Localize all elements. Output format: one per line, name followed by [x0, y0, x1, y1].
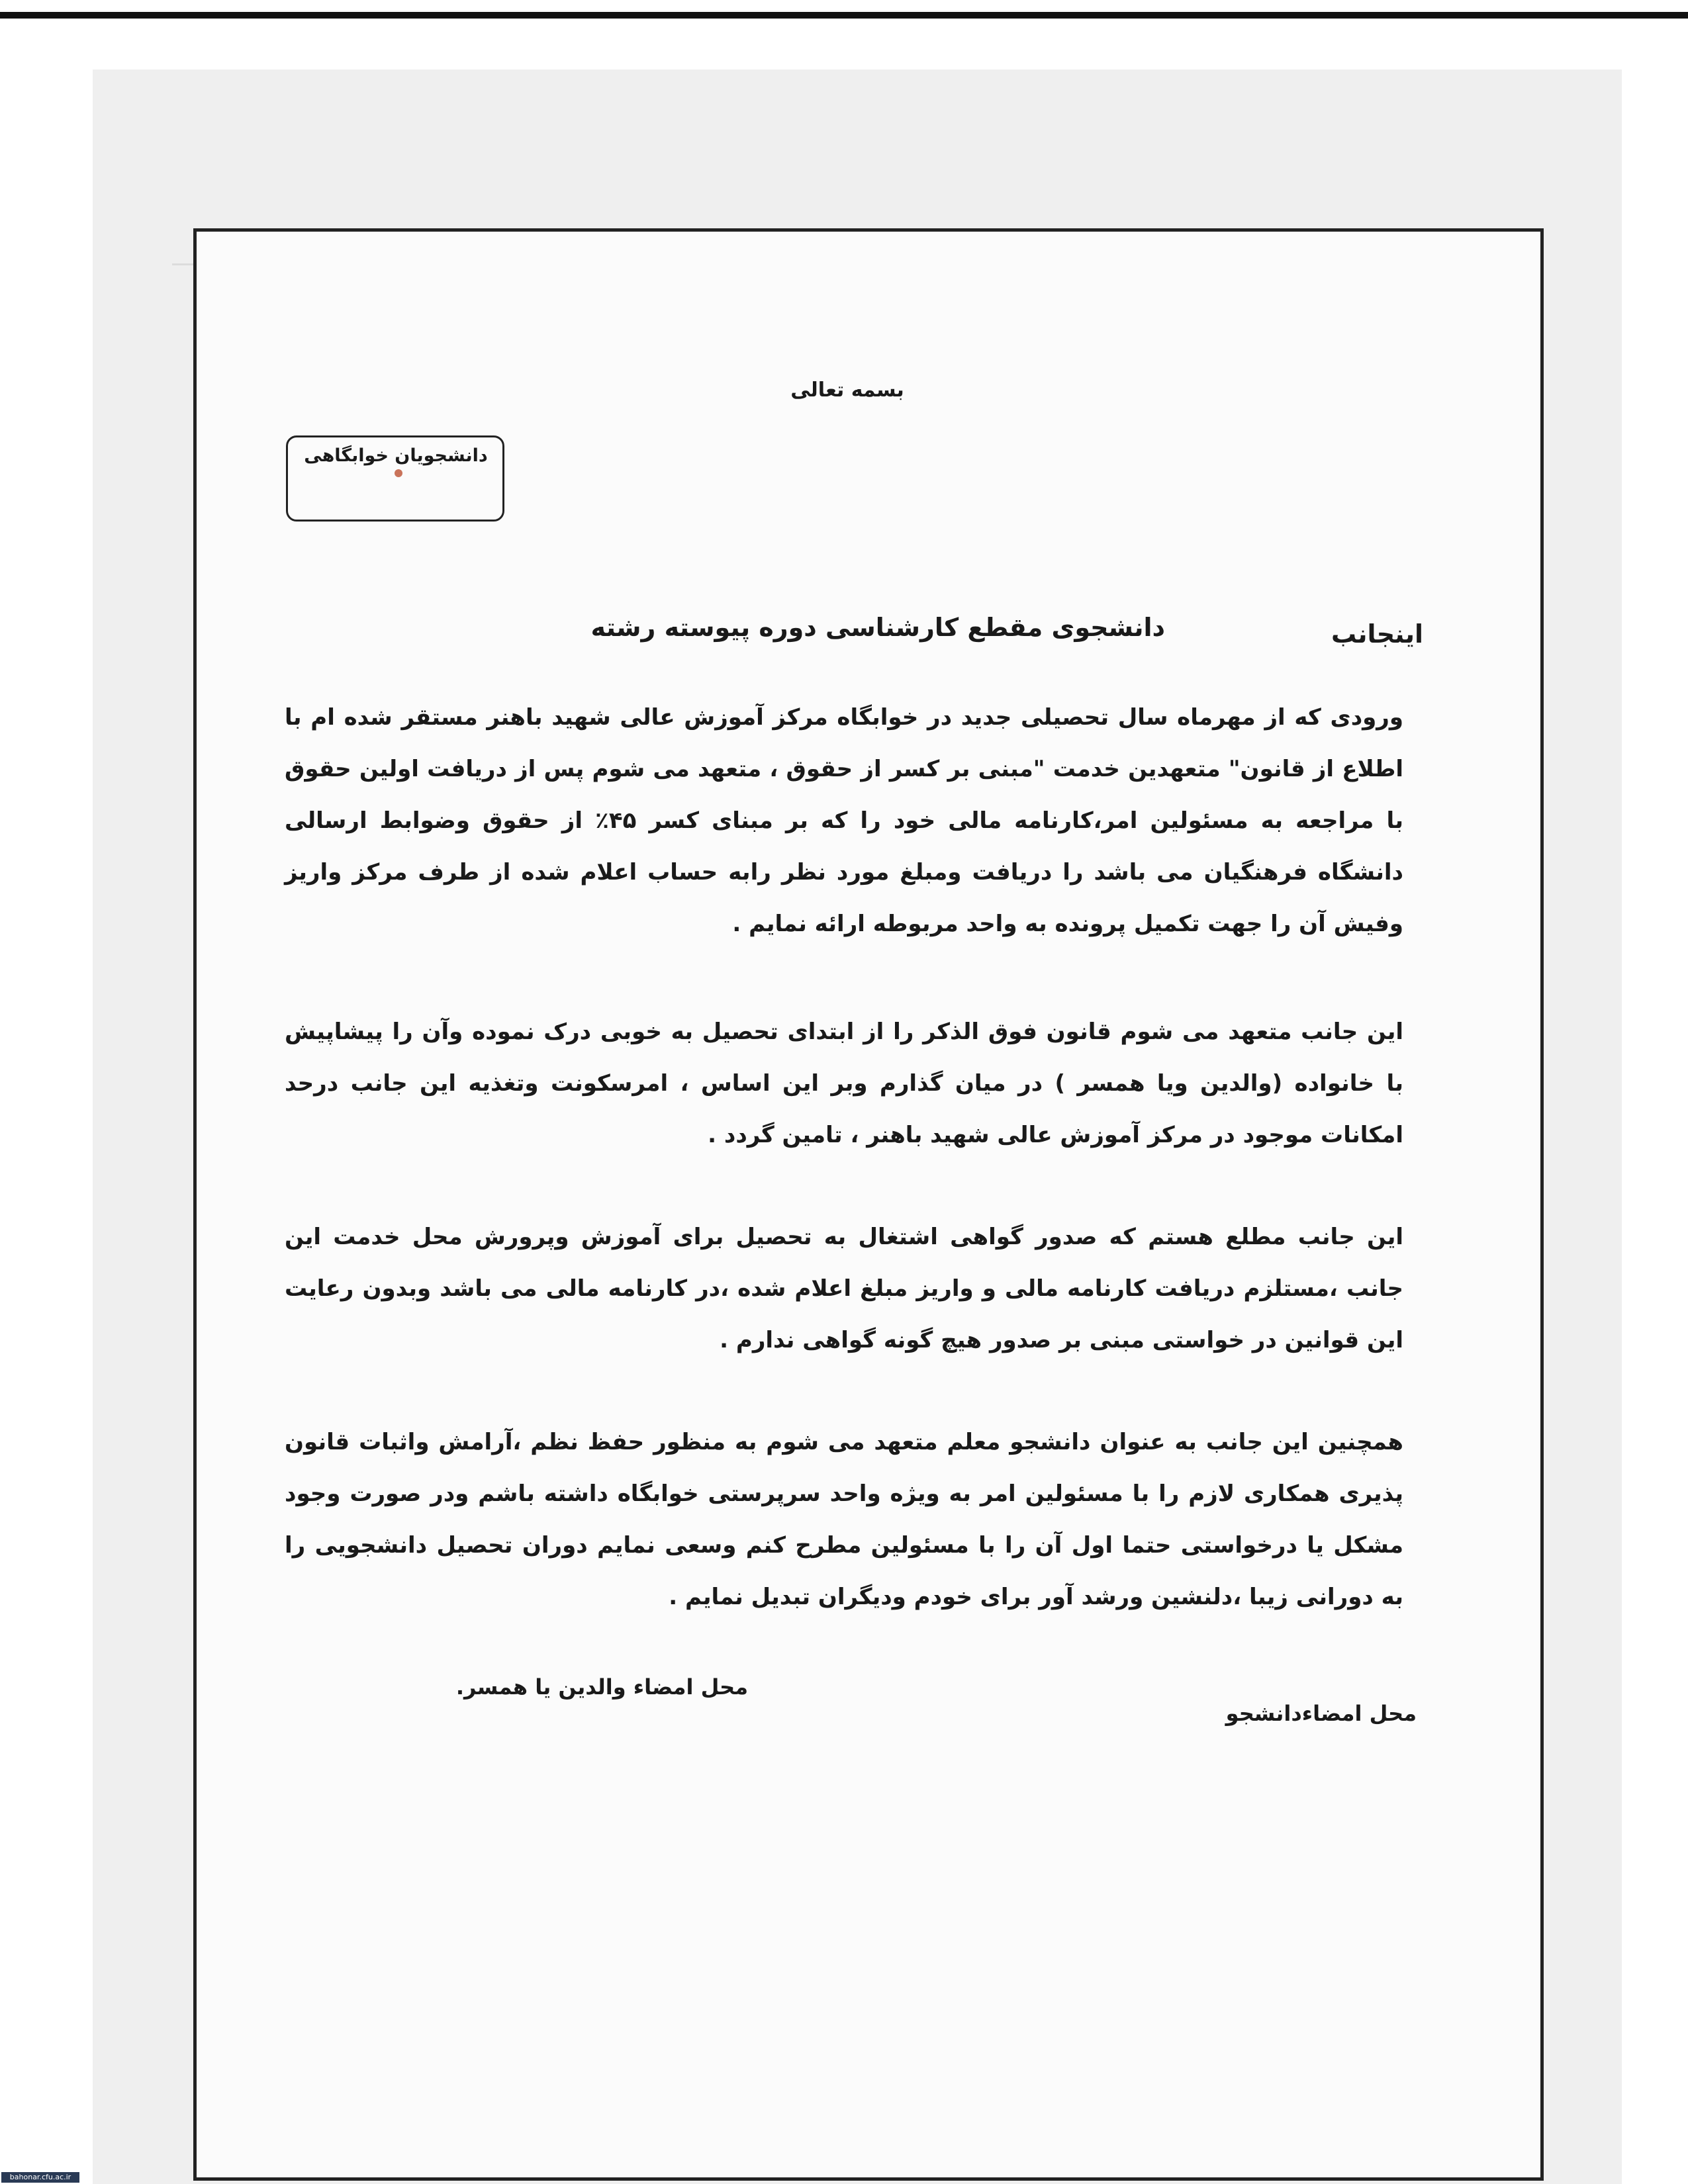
footer-watermark: bahonar.cfu.ac.ir [1, 2172, 79, 2183]
body-paragraph-2: این جانب متعهد می شوم قانون فوق الذکر را از ابتدای تحصیل به خوبی درک نموده وآن را پیشاپیش با خانواده (والدین ویا همسر ) در میان گذارم وبر این اساس ، امرسکونت وتغذیه این جانب درحد امکانات موجود در مرکز آموزش عالی شهید باهنر ، تامین گردد . [285, 1019, 1403, 1148]
parent-signature-label: محل امضاء والدین یا همسر. [455, 1674, 748, 1700]
subject-label: اینجانب [1331, 619, 1423, 649]
body-paragraph-3: این جانب مطلع هستم که صدور گواهی اشتغال به تحصیل برای آموزش وپرورش محل خدمت این جانب ،مستلزم دریافت کارنامه مالی و واریز مبلغ اعلام شده ،در کارنامه مالی می باشد وبدون رعایت این قوانین در خواستی مبنی بر صدور هیچ گونه گواهی ندارم . [285, 1224, 1403, 1353]
student-signature-label: محل امضاءدانشجو [1225, 1701, 1417, 1726]
group-label-box [286, 435, 504, 522]
body-paragraph-1: ورودی که از مهرماه سال تحصیلی جدید در خوابگاه مرکز آموزش عالی شهید باهنر مستقر شده ام با اطلاع از قانون" متعهدین خدمت "مبنی بر کسر از حقوق ، متعهد می شوم پس از دریافت اولین حقوق با مراجعه به مسئولین امر،کارنامه مالی خود را که بر مبنای کسر ۴۵٪ از حقوق وضوابط ارسالی دانشگاه فرهنگیان می باشد را دریافت ومبلغ مورد نظر رابه حساب اعلام شده از طرف مرکز واریز وفیش آن را جهت تکمیل پرونده به واحد مربوطه ارائه نمایم . [285, 704, 1403, 937]
page-heading: بسمه تعالی [790, 379, 904, 402]
top-border-rule [0, 12, 1688, 19]
group-label: دانشجویان خوابگاهی [304, 445, 488, 466]
body-paragraph-4: همچنین این جانب به عنوان دانشجو معلم متعهد می شوم به منظور حفظ نظم ،آرامش واثبات قانون پذیری همکاری لازم را با مسئولین امر به ویژه واحد سرپرستی خوابگاه داشته باشم ودر صورت وجود مشکل یا درخواستی حتما اول آن را با مسئولین مطرح کنم وسعی نمایم دوران تحصیل دانشجویی را به دورانی زیبا ،دلنشین ورشد آور برای خودم ودیگران تبدیل نمایم . [285, 1429, 1403, 1610]
subject-text: دانشجوی مقطع کارشناسی دوره پیوسته رشته [590, 613, 1165, 642]
ink-dot [395, 469, 402, 477]
